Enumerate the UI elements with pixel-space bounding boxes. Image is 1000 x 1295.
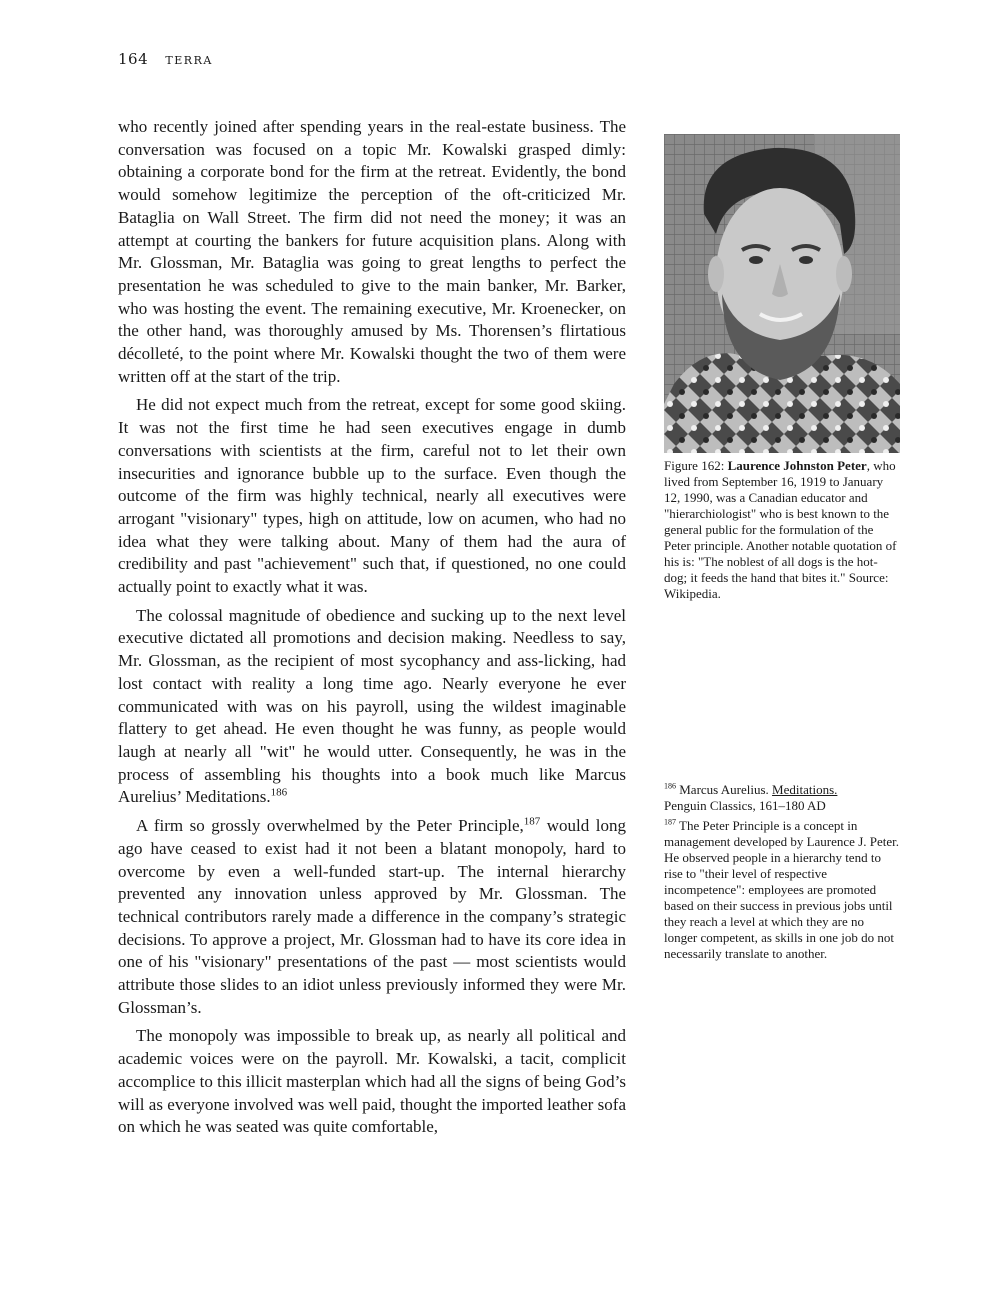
footnote-186-author: Marcus Aurelius. [679, 782, 769, 797]
paragraph-4-text-a: A firm so grossly overwhelmed by the Peter Principle, [136, 816, 524, 836]
footnote-187 [664, 818, 900, 962]
paragraph-4-text-b: would long ago have ceased to exist had it not been a blatant monopoly, hard to overcome by even a well-funded start-up. The internal hierarchy prevented any innovation unless approved by Mr. Glossman. The technical contributors rarely made a difference in the company’s strategic decisions. To approve a project, Mr. Glossman had to have its core idea in one of his "visionary" presentations of the past — most scientists would attribute those slides to an idiot unless previously informed they were Mr. Glossman’s. [118, 816, 626, 1017]
paragraph-4 [118, 815, 626, 1019]
figure-caption [664, 458, 900, 602]
figure-caption-text: , who lived from September 16, 1919 to January 12, 1990, was a Canadian educator and "hierarchiologist" who is best known to the general public for the formulation of the Peter principle. Another notable quotation of his is: "The noblest of all dogs is the hot-dog; it feeds the hand that bites it." Source: Wikipedia. [664, 458, 897, 601]
footnote-mark-187: 187 [664, 817, 676, 827]
figure-subject-name: Laurence Johnston Peter [727, 458, 867, 473]
portrait-photo [664, 134, 900, 453]
footnote-187-text: The Peter Principle is a concept in management developed by Laurence J. Peter. He observed people in a hierarchy tend to rise to "their level of respective incompetence": employees are promoted based on their success in previous jobs until they reach a level at which they are no longer competent, as skills in one job do not necessarily translate to another. [664, 818, 899, 961]
figure-label: Figure 162: [664, 458, 728, 473]
paragraph-5 [118, 1025, 626, 1139]
page-number: 164 [118, 50, 149, 68]
footnote-186-work-link[interactable]: Meditations. [772, 782, 838, 797]
paragraph-2 [118, 394, 626, 598]
footnote-mark-186: 186 [664, 781, 676, 791]
paragraph-1 [118, 116, 626, 388]
footnote-ref-187[interactable]: 187 [523, 815, 541, 828]
body-text [118, 116, 626, 1139]
paragraph-3 [118, 605, 626, 809]
footnote-ref-186[interactable]: 186 [270, 786, 288, 799]
running-head [118, 50, 213, 68]
running-title: terra [165, 50, 213, 68]
footnote-186-rest: Penguin Classics, 161–180 AD [664, 798, 826, 813]
paragraph-3-text: The colossal magnitude of obedience and sucking up to the next level executive dictated all promotions and decision making. Needless to say, Mr. Glossman, as the recipient of most sycophancy and ass-licking, had lost contact with reality a long time ago. Nearly everyone he ever communicated with was on his payroll, using the wildest imaginable flattery to get ahead. He even thought he was funny, as people would laugh at nearly all "wit" he would utter. Consequently, he was in the process of assembling his thoughts into a book much like Marcus Aurelius’ Meditations. [118, 605, 626, 807]
portrait-illustration [664, 134, 900, 453]
footnote-186 [664, 782, 900, 814]
paragraph-2-text: He did not expect much from the retreat, except for some good skiing. It was not the first time he had seen executives engage in dumb conversations with scientists at the firm, careful not to let their own insecurities and ignorance bubble up to the surface. Even though the outcome of the firm was highly technical, nearly all executives were arrogant "visionary" types, high on attitude, low on acumen, who had no idea what they were talking about. Many of them had the aura of credibility and past "achievement" such that, if questioned, no one could actually point to exactly what it was. [118, 395, 626, 597]
paragraph-5-text: The monopoly was impossible to break up, as nearly all political and academic voices were on the payroll. Mr. Kowalski, a tacit, complicit accomplice to this illicit masterplan which had all the signs of being God’s will as everyone involved was well paid, thought the imported leather sofa on which he was seated was quite comfortable, [118, 1026, 626, 1137]
paragraph-1-text: who recently joined after spending years in the real-estate business. The conversation was focused on a topic Mr. Kowalski grasped dimly: obtaining a corporate bond for the firm at the retreat. Evidently, the bond would somehow legitimize the perception of the oft-criticized Mr. Bataglia on Wall Street. The firm did not need the money; it was an attempt at courting the bankers for future acquisition plans. Along with Mr. Glossman, Mr. Bataglia was going to great lengths to perfect the presentation he was scheduled to give to the main banker, Mr. Barker, who was hosting the event. The remaining executive, Mr. Kroenecker, on the other hand, was thoroughly amused by Ms. Thorensen’s flirtatious décolleté, to the point where Mr. Kowalski thought the two of them were written off at the start of the trip. [118, 117, 626, 386]
